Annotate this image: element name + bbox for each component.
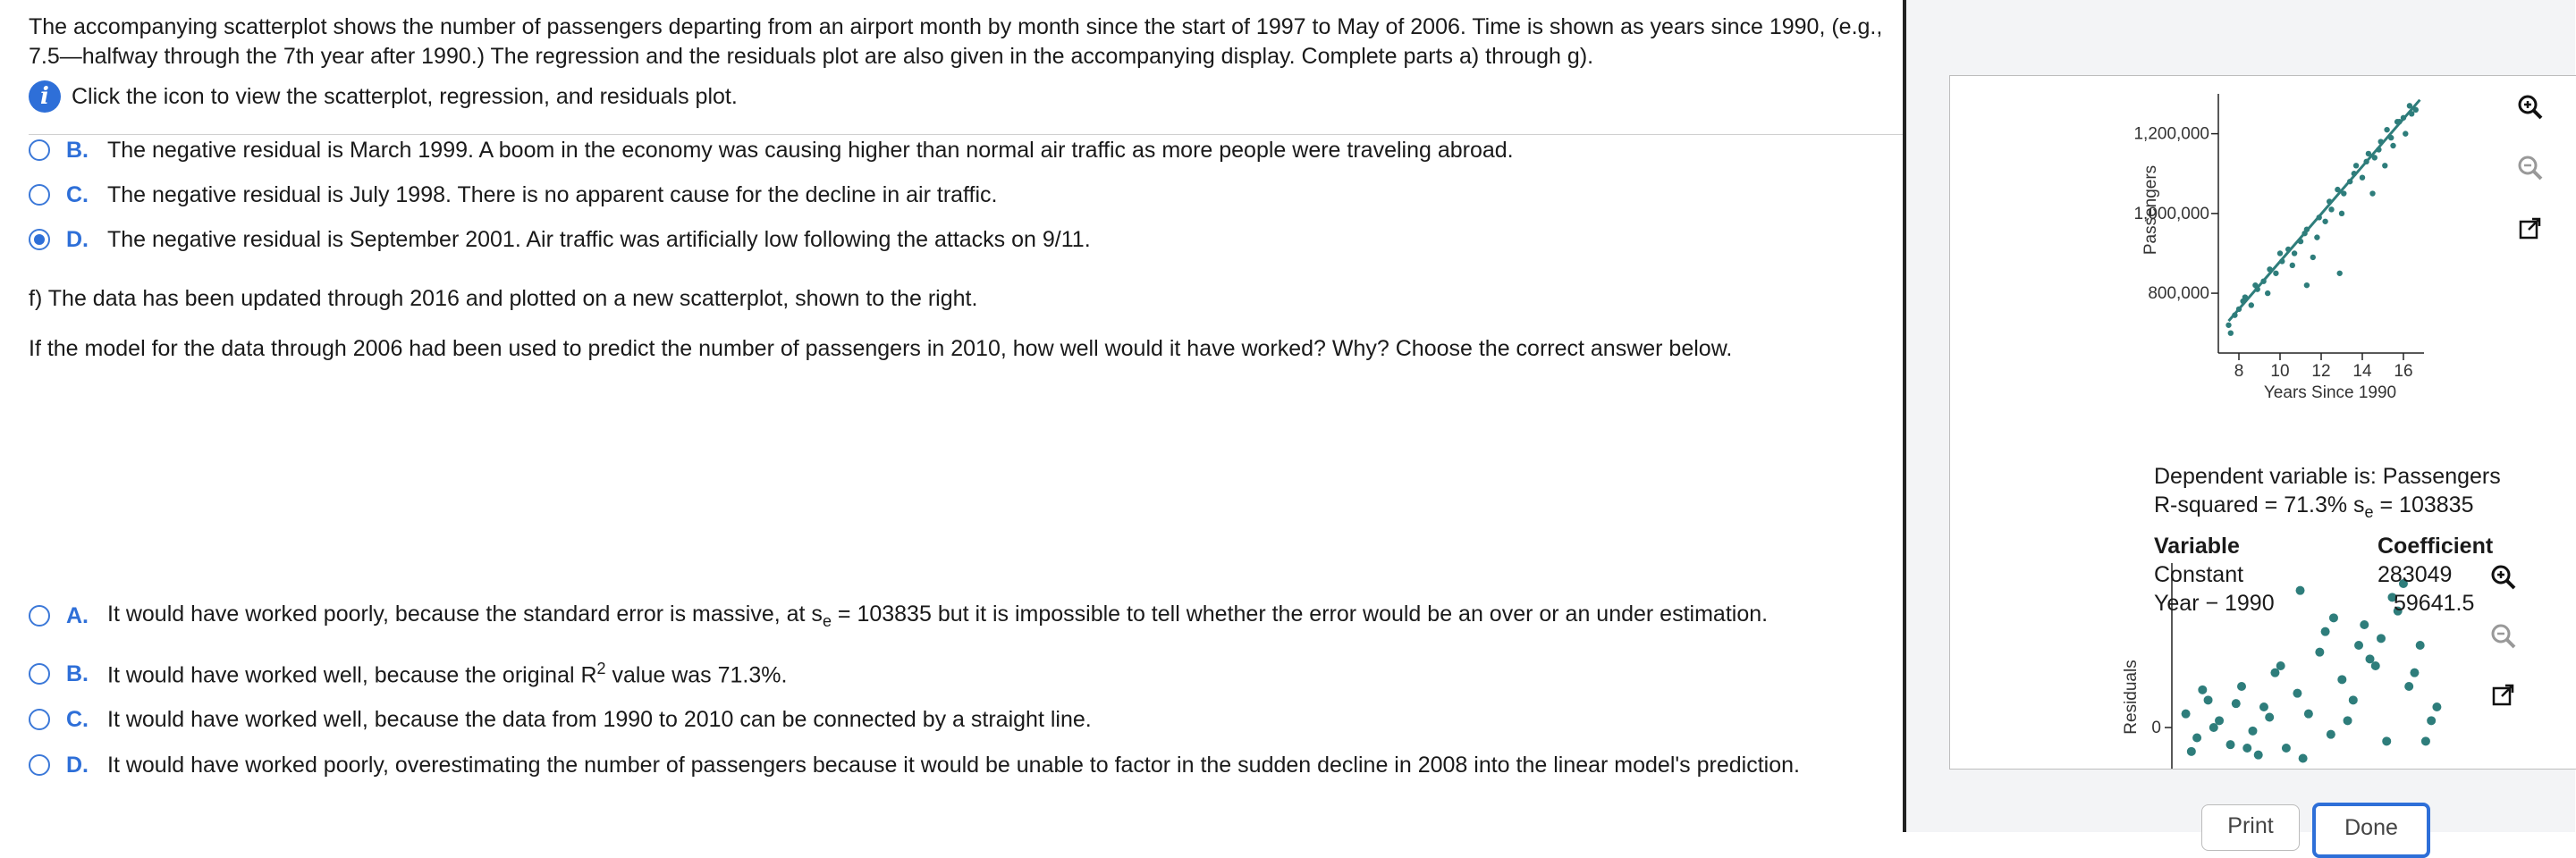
info-icon[interactable]: i: [29, 80, 61, 113]
table-cell: Constant: [2154, 562, 2244, 587]
zoom-out-icon[interactable]: [2513, 151, 2547, 185]
y-tick-label: 1,200,000: [2133, 124, 2209, 144]
option-f-c[interactable]: [29, 703, 1092, 736]
figure-panel: [1949, 75, 2576, 770]
info-row[interactable]: [29, 79, 738, 114]
residual-point: [2226, 740, 2235, 749]
residual-point: [2360, 620, 2369, 629]
residual-point: [2237, 682, 2246, 691]
residual-point: [2282, 744, 2291, 753]
residual-point: [2366, 654, 2375, 663]
residual-point: [2427, 716, 2436, 725]
residual-point: [2416, 641, 2425, 650]
dependent-variable-line: Dependent variable is: Passengers: [2154, 464, 2501, 489]
residual-point: [2248, 727, 2257, 736]
print-button[interactable]: Print: [2201, 804, 2300, 851]
radio-button[interactable]: [29, 605, 50, 627]
r-squared-line: R-squared = 71.3% $s_e = 103835$: [2154, 492, 2474, 521]
option-letter: B.: [66, 137, 89, 163]
radio-button-selected[interactable]: [29, 229, 50, 250]
zoom-in-icon[interactable]: [2513, 90, 2547, 124]
scatterplot: [1950, 94, 2433, 402]
data-point: [2314, 234, 2319, 240]
info-text[interactable]: Click the icon to view the scatterplot, regression, and residuals plot.: [72, 83, 738, 109]
option-f-a[interactable]: [29, 600, 1768, 632]
data-point: [2382, 163, 2387, 168]
option-letter: C.: [66, 706, 89, 732]
data-point: [2384, 127, 2389, 132]
y-tick-label: 800,000: [2148, 284, 2209, 304]
col-header-variable: Variable: [2154, 534, 2240, 559]
residual-point: [2344, 716, 2352, 725]
col-header-coefficient: Coefficient: [2378, 534, 2494, 559]
regression-output: [2154, 462, 2521, 618]
residual-point: [2232, 699, 2241, 708]
option-f-b[interactable]: [29, 658, 787, 690]
popup-pane: [1906, 0, 2575, 840]
residual-point: [2432, 702, 2441, 711]
option-e-d[interactable]: [29, 223, 1091, 256]
data-point: [2339, 211, 2344, 216]
x-tick-label: 10: [2270, 362, 2290, 381]
y-axis-label: Residuals: [2122, 660, 2141, 735]
residual-point: [2254, 751, 2263, 760]
table-cell: 283049: [2378, 562, 2453, 587]
part-f-intro: f) The data has been updated through 2016 and plotted on a new scatterplot, shown to the right.: [29, 286, 978, 311]
data-point: [2228, 330, 2234, 335]
residual-point: [2265, 713, 2274, 722]
residual-point: [2242, 744, 2251, 753]
residual-point: [2299, 754, 2308, 763]
data-point: [2310, 255, 2316, 260]
option-e-b[interactable]: [29, 134, 1514, 166]
radio-button[interactable]: [29, 663, 50, 685]
residual-point: [2304, 710, 2313, 719]
option-letter: C.: [66, 181, 89, 207]
y-tick-label: 0: [2151, 719, 2161, 737]
data-point: [2265, 290, 2270, 296]
data-point: [2225, 323, 2231, 328]
y-axis-label: Passengers: [2141, 164, 2160, 256]
data-point: [2292, 250, 2297, 256]
y-tick-label: 1,000,000: [2133, 204, 2209, 223]
residual-point: [2204, 695, 2213, 704]
option-f-d[interactable]: [29, 749, 1800, 781]
option-letter: D.: [66, 226, 89, 252]
x-tick-label: 12: [2311, 362, 2331, 381]
coefficient-table: [2154, 532, 2521, 618]
radio-button[interactable]: [29, 139, 50, 161]
data-point: [2403, 130, 2408, 136]
option-e-c[interactable]: [29, 179, 997, 211]
option-text[interactable]: The negative residual is March 1999. A boom in the economy was causing higher than normal air traffic as more people were traveling abroad.: [107, 137, 1514, 163]
data-point: [2328, 206, 2334, 212]
residual-point: [2182, 710, 2191, 719]
data-point: [2337, 271, 2343, 276]
data-point: [2360, 174, 2365, 180]
data-point: [2290, 263, 2295, 268]
residual-point: [2293, 689, 2302, 698]
data-point: [2390, 143, 2395, 148]
zoom-out-icon[interactable]: [2487, 619, 2521, 653]
x-tick-label: 16: [2394, 362, 2413, 381]
data-point: [2273, 271, 2278, 276]
residual-point: [2259, 702, 2268, 711]
option-text[interactable]: It would have worked well, because the data from 1990 to 2010 can be connected by a straight line.: [107, 706, 1092, 732]
table-cell: 59641.5: [2394, 591, 2475, 616]
data-point: [2353, 163, 2359, 168]
data-point: [2322, 219, 2327, 224]
residual-point: [2421, 736, 2430, 745]
part-f-question: If the model for the data through 2006 had been used to predict the number of passengers in 2010, how well would it have worked? Why? Choose the correct answer below.: [29, 336, 1733, 361]
radio-button[interactable]: [29, 754, 50, 776]
option-text[interactable]: The negative residual is July 1998. There is no apparent cause for the decline in air traffic.: [107, 181, 998, 207]
residual-point: [2410, 669, 2419, 677]
residual-point: [2192, 734, 2201, 743]
data-point: [2249, 302, 2254, 307]
x-tick-label: 8: [2234, 362, 2244, 381]
residual-point: [2187, 747, 2196, 756]
residual-point: [2198, 686, 2207, 694]
residual-point: [2321, 627, 2330, 636]
residual-point: [2337, 675, 2346, 684]
residual-point: [2315, 648, 2324, 657]
option-text[interactable]: It would have worked well, because the original $R^2$ value was 71.3%.: [107, 659, 788, 688]
residual-point: [2354, 641, 2363, 650]
question-intro: The accompanying scatterplot shows the number of passengers departing from an airport month by month since the start of 1997 to May of 2006. Time is shown as years since 1990, (e.g., 7.5—halfway through the 7th year after 1990.) The regression and the residuals plot are also given in the accompanying display. Complete parts a) through g).: [29, 14, 1883, 69]
residual-point: [2377, 634, 2386, 643]
option-text[interactable]: It would have worked poorly, because the standard error is massive, at $s_e = 103835$ but it is impossible to tell whether the error would be an over or an under estimation.: [107, 601, 1769, 630]
radio-button[interactable]: [29, 709, 50, 730]
data-point: [2304, 282, 2310, 288]
option-text[interactable]: The negative residual is September 2001. Air traffic was artificially low following the attacks on 9/11.: [107, 226, 1091, 252]
option-text[interactable]: It would have worked poorly, overestimating the number of passengers because it would be unable to factor in the sudden decline in 2008 into the linear model's prediction.: [107, 752, 1800, 778]
residual-point: [2209, 723, 2218, 732]
x-axis-label: Years Since 1990: [2263, 383, 2397, 402]
residual-point: [2349, 695, 2358, 704]
table-cell: Year − 1990: [2154, 591, 2275, 616]
option-letter: A.: [66, 602, 89, 628]
option-letter: D.: [66, 752, 89, 778]
radio-button[interactable]: [29, 184, 50, 206]
residual-point: [2327, 730, 2335, 739]
done-button[interactable]: Done: [2312, 803, 2430, 858]
residual-point: [2382, 736, 2391, 745]
external-link-icon[interactable]: [2487, 678, 2521, 712]
residual-point: [2276, 661, 2285, 670]
external-link-icon[interactable]: [2513, 212, 2547, 246]
regression-line: [2229, 100, 2420, 321]
option-letter: B.: [66, 660, 89, 686]
data-point: [2277, 250, 2283, 256]
data-point: [2369, 190, 2375, 196]
residual-point: [2404, 682, 2413, 691]
x-tick-label: 14: [2352, 362, 2372, 381]
